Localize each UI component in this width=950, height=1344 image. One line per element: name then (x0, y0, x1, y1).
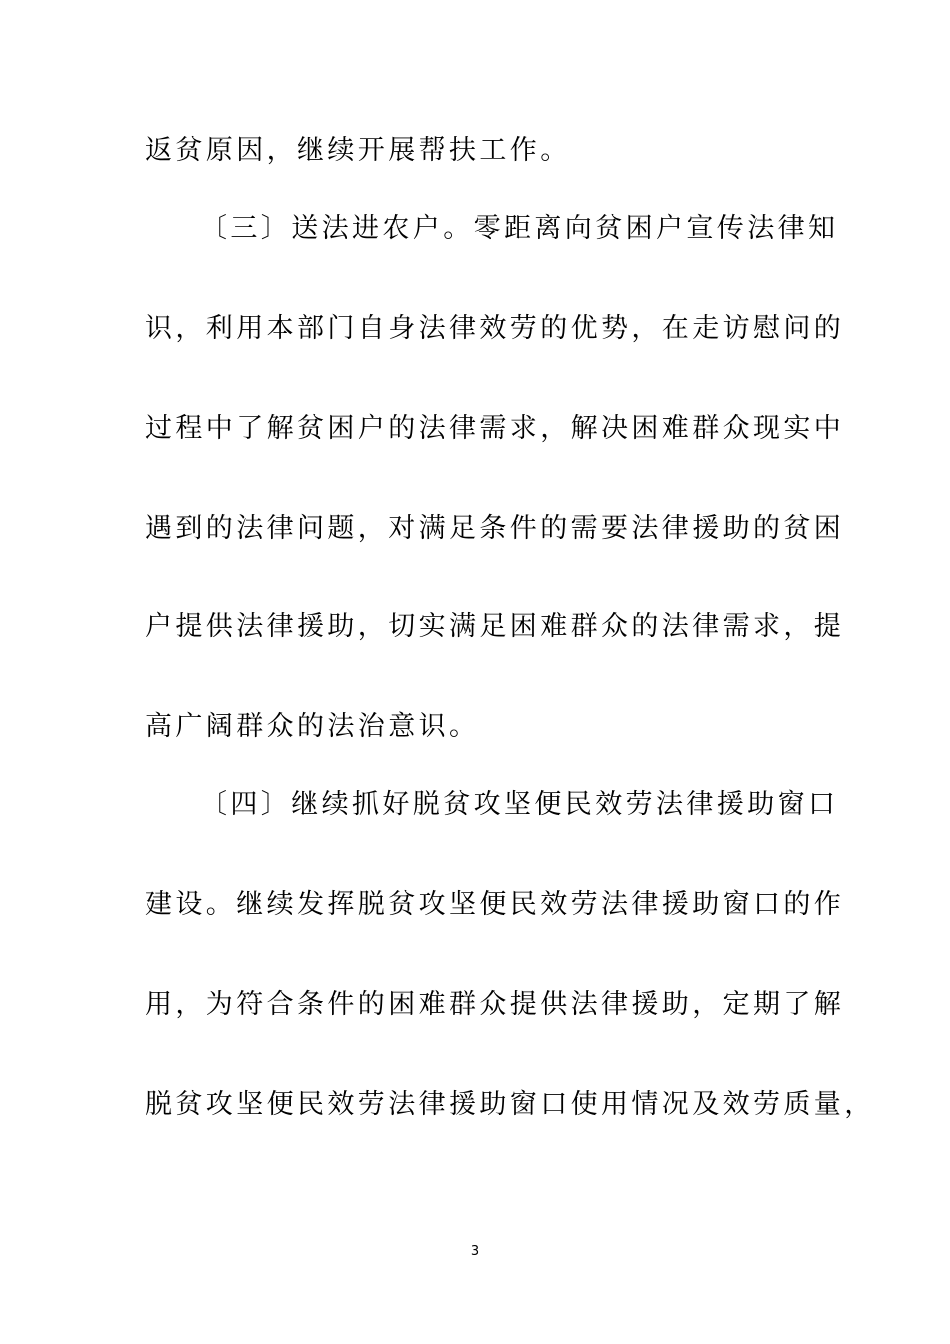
page-number: 3 (470, 1244, 480, 1259)
text-line-3: 识，利用本部门自身法律效劳的优势，在走访慰问的 (145, 313, 845, 344)
text-line-5: 遇到的法律问题，对满足条件的需要法律援助的贫困 (145, 513, 845, 544)
text-line-10: 用，为符合条件的困难群众提供法律援助，定期了解 (145, 989, 845, 1020)
text-line-1: 返贫原因，继续开展帮扶工作。 (145, 135, 571, 166)
text-line-7: 高广阔群众的法治意识。 (145, 711, 480, 742)
text-line-6: 户提供法律援助，切实满足困难群众的法律需求，提 (145, 611, 845, 642)
text-line-11: 脱贫攻坚便民效劳法律援助窗口使用情况及效劳质量， (145, 1089, 875, 1120)
text-line-9: 建设。继续发挥脱贫攻坚便民效劳法律援助窗口的作 (145, 889, 845, 920)
text-line-4: 过程中了解贫困户的法律需求，解决困难群众现实中 (145, 413, 845, 444)
text-line-2: 〔三〕送法进农户。零距离向贫困户宣传法律知 (200, 213, 839, 244)
text-line-8: 〔四〕继续抓好脱贫攻坚便民效劳法律援助窗口 (200, 789, 839, 820)
